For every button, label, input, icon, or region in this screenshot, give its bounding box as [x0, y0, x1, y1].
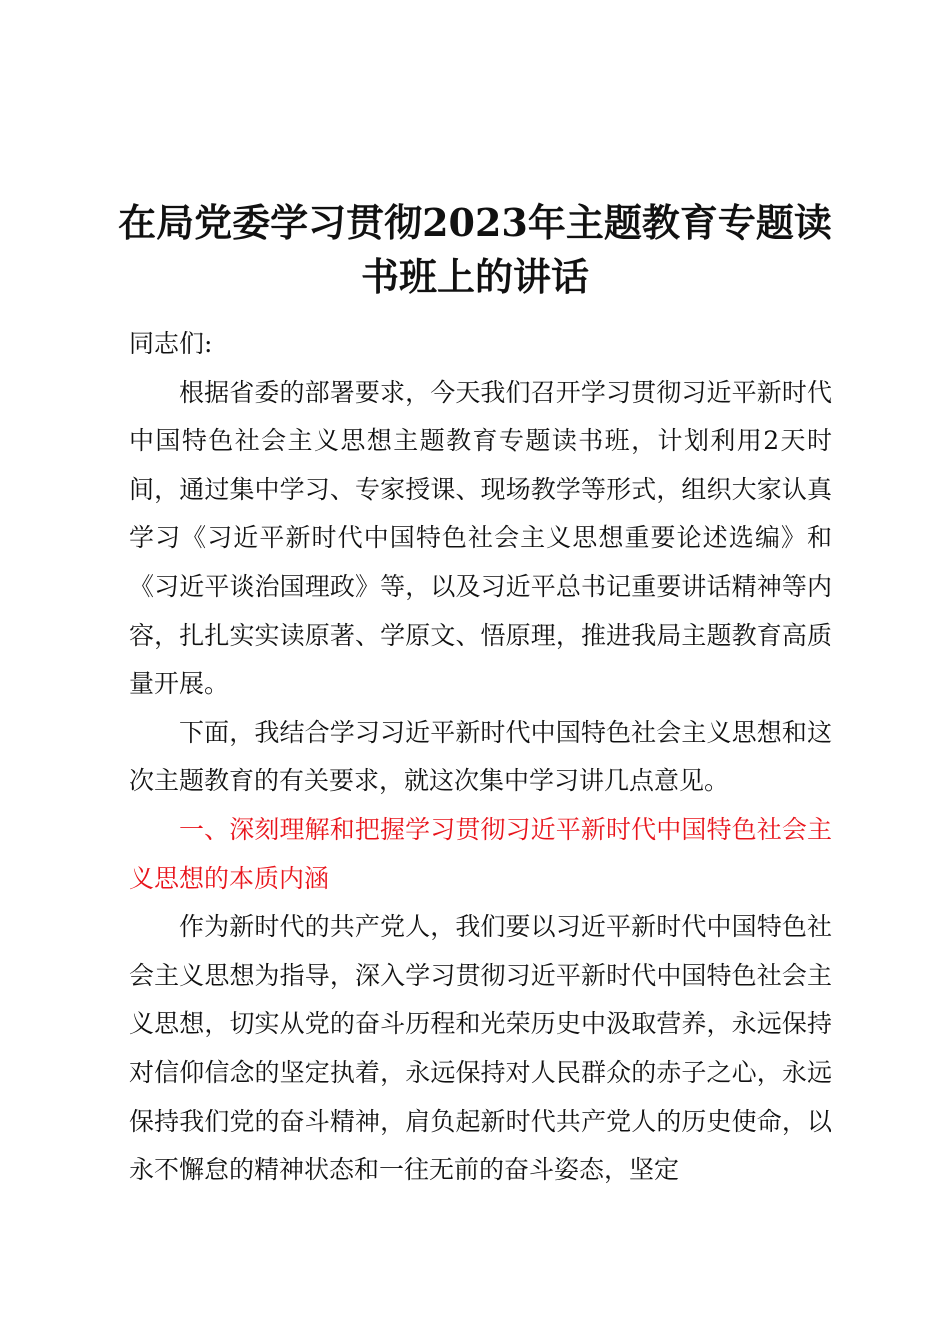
document-title: 在局党委学习贯彻2023年主题教育专题读书班上的讲话 [118, 200, 832, 299]
body-paragraph: 作为新时代的共产党人，我们要以习近平新时代中国特色社会主义思想为指导，深入学习贯彻习近平新时代中国特色社会主义思想，切实从党的奋斗历程和光荣历史中汲取营养，永远保持对信仰信念的坚定执着，永远保持对人民群众的赤子之心，永远保持我们党的奋斗精神，肩负起新时代共产党人的历史使命，以永不懈怠的精神状态和一往无前的奋斗姿态，坚定 [129, 912, 832, 1185]
body-paragraph: 根据省委的部署要求，今天我们召开学习贯彻习近平新时代中国特色社会主义思想主题教育专题读书班，计划利用2天时间，通过集中学习、专家授课、现场教学等形式，组织大家认真学习《习近平新时代中国特色社会主义思想重要论述选编》和《习近平谈治国理政》等，以及习近平总书记重要讲话精神等内容，扎扎实实读原著、学原文、悟原理，推进我局主题教育高质量开展。 [129, 377, 832, 699]
salutation: 同志们: [129, 329, 213, 358]
body-paragraph: 下面，我结合学习习近平新时代中国特色社会主义思想和这次主题教育的有关要求，就这次集中学习讲几点意见。 [129, 717, 832, 796]
document-body [129, 320, 832, 1195]
section-heading: 一、深刻理解和把握学习贯彻习近平新时代中国特色社会主义思想的本质内涵 [129, 814, 832, 893]
